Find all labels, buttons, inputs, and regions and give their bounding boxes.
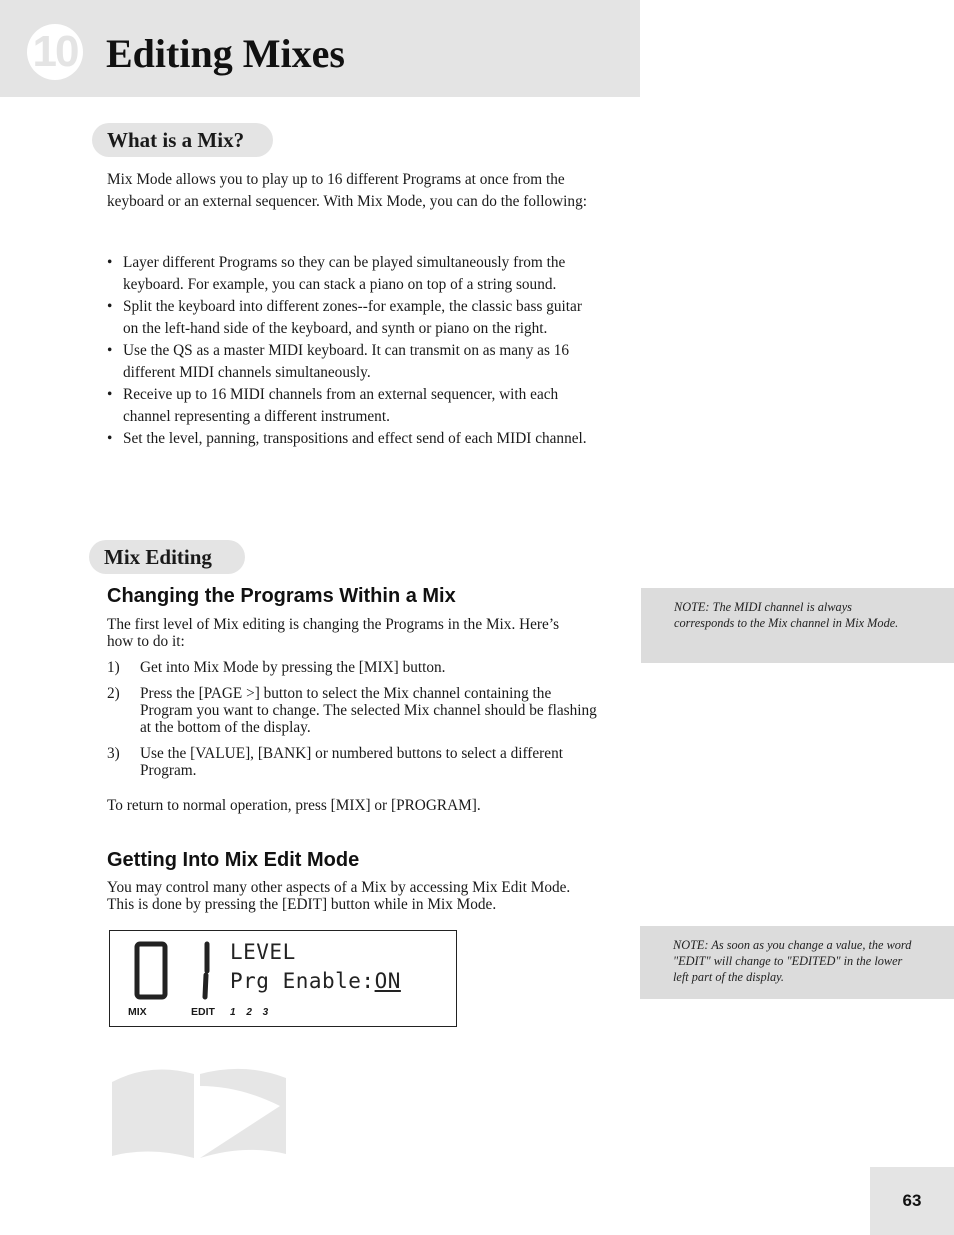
step-number: 1) [107,659,120,676]
subheading-mix-edit-mode: Getting Into Mix Edit Mode [107,849,360,871]
lcd-line-1: LEVEL [230,940,296,964]
note-edit-indicator: NOTE: As soon as you change a value, the word "EDIT" will change to "EDITED" in the lower left part of the display. [640,926,954,999]
list-item: • Use the QS as a master MIDI keyboard. It can transmit on as many as 16 different MIDI channels simultaneously. [107,340,599,384]
list-item [107,659,599,676]
return-instruction: To return to normal operation, press [MIX] or [PROGRAM]. [107,797,481,814]
lcd-line-2 [230,969,401,993]
step-text: Get into Mix Mode by pressing the [MIX] button. [140,659,446,676]
lcd-channel-numbers: 1 2 3 [230,1007,273,1018]
feature-bullet-list [107,252,599,450]
list-item: • Layer different Programs so they can be played simultaneously from the keyboard. For example, you can stack a piano on top of a string sound. [107,252,599,296]
step-text: Press the [PAGE >] button to select the Mix channel containing the Program you want to change. The selected Mix channel should be flashing at the bottom of the display. [140,685,597,736]
book-icon [110,1066,288,1160]
subsection-intro-paragraph: The first level of Mix editing is changing the Programs in the Mix. Here’s how to do it: [107,616,560,650]
lcd-edit-label: EDIT [191,1006,215,1018]
subheading-changing-programs: Changing the Programs Within a Mix [107,585,456,607]
mix-edit-intro-paragraph: You may control many other aspects of a Mix by accessing Mix Edit Mode. This is done by pressing the [EDIT] button while in Mix Mode. [107,879,571,913]
chapter-header [0,0,640,97]
step-text: Use the [VALUE], [BANK] or numbered buttons to select a different Program. [140,745,563,779]
note-midi-channel: NOTE: The MIDI channel is always corresponds to the Mix channel in Mix Mode. [641,588,954,663]
lcd-display [109,930,457,1027]
list-item: • Split the keyboard into different zones--for example, the classic bass guitar on the left-hand side of the keyboard, and synth or piano on the right. [107,296,599,340]
step-number: 2) [107,685,120,702]
list-item [107,685,599,736]
list-item: • Set the level, panning, transpositions and effect send of each MIDI channel. [107,428,599,450]
section-intro-paragraph: Mix Mode allows you to play up to 16 different Programs at once from the keyboard or an external sequencer. With Mix Mode, you can do the following: [107,171,587,210]
chapter-title: Editing Mixes [106,31,345,76]
steps-list [107,659,599,788]
lcd-mix-label: MIX [128,1006,147,1018]
section-heading-mix-editing: Mix Editing [89,540,245,574]
list-item: • Receive up to 16 MIDI channels from an external sequencer, with each channel representing a different instrument. [107,384,599,428]
step-number: 3) [107,745,120,762]
lcd-param-label: Prg Enable: [230,969,375,993]
list-item [107,745,599,779]
page-number: 63 [870,1167,954,1235]
lcd-param-value: ON [374,969,401,993]
chapter-number: 10 [27,24,83,80]
section-heading-what-is-a-mix: What is a Mix? [92,123,273,157]
